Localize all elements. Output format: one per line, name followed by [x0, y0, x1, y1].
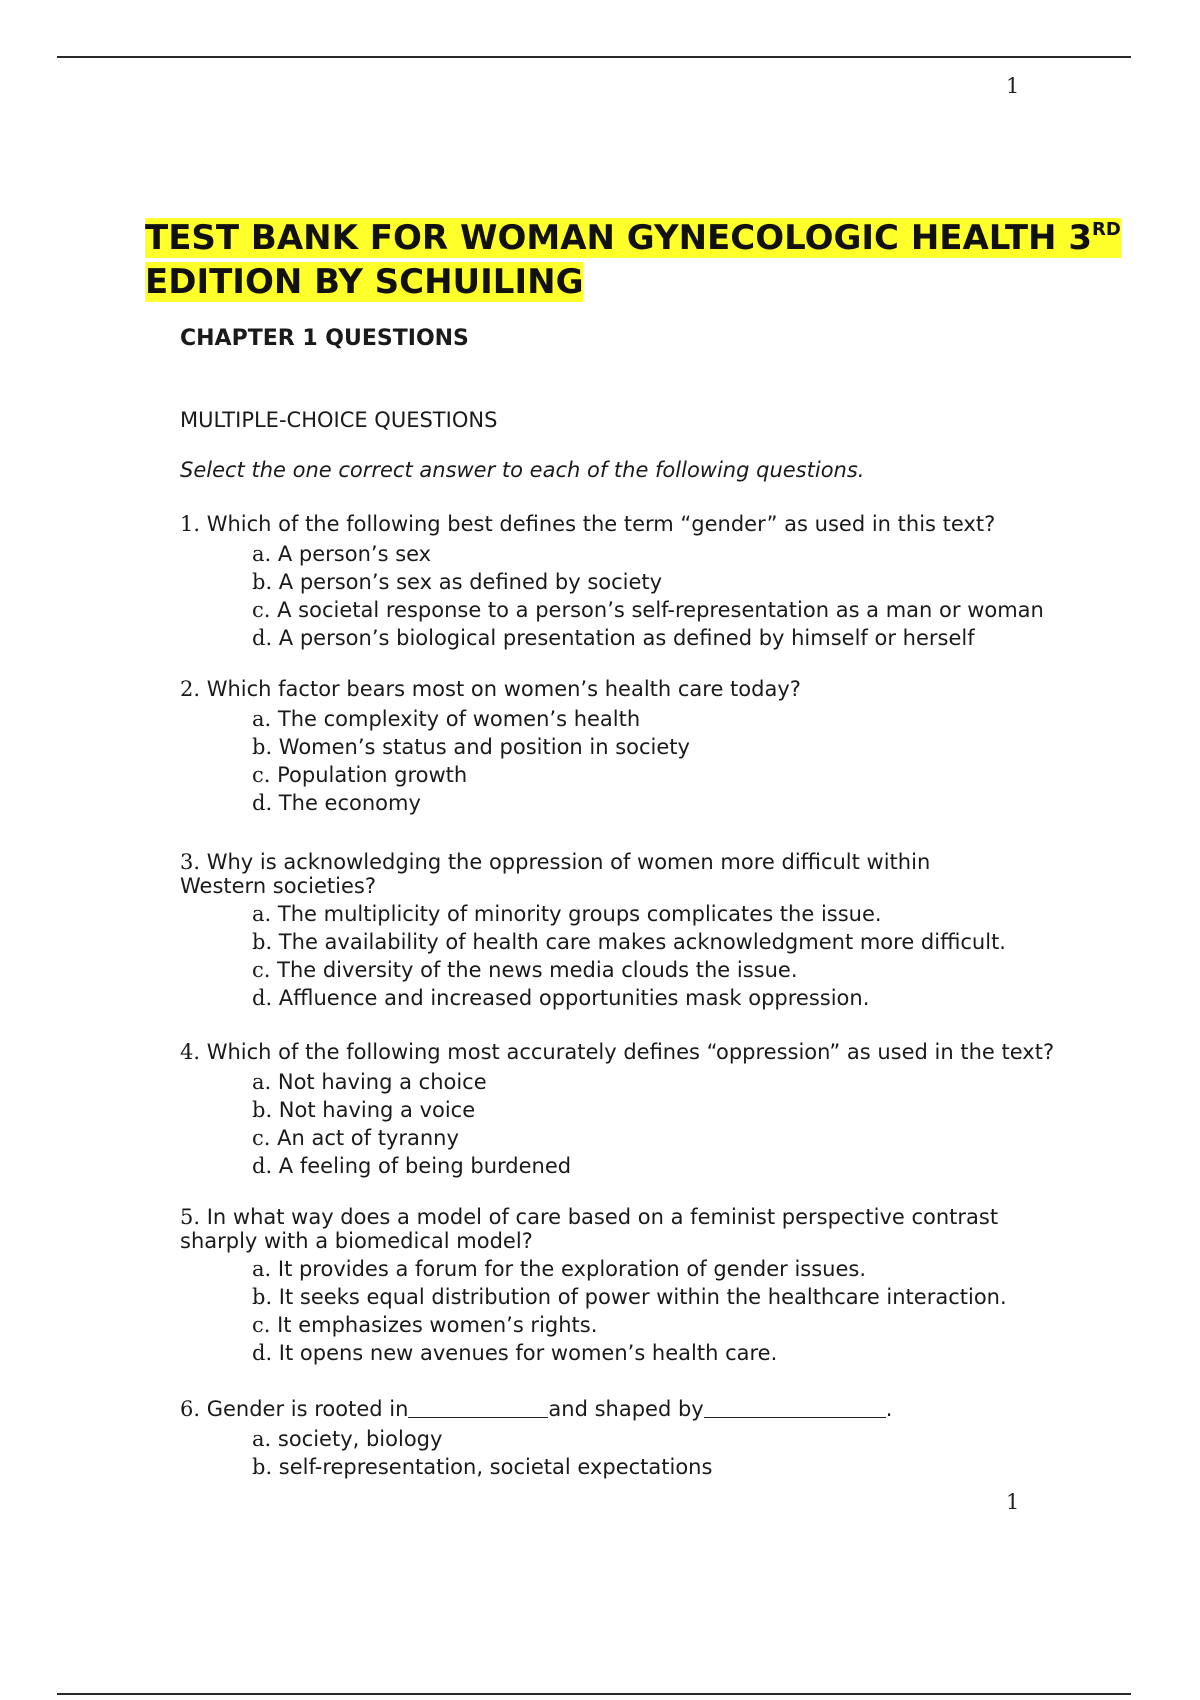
question-stem — [180, 677, 1140, 701]
option-text: Not having a choice — [271, 1070, 487, 1094]
option-list — [180, 1068, 1140, 1180]
option-letter: c. — [252, 958, 271, 982]
question-text-part-3: . — [885, 1397, 893, 1421]
answer-blank-2 — [704, 1399, 886, 1418]
option-text: A person’s biological presentation as defined by himself or herself — [272, 626, 975, 650]
option-a — [252, 705, 1140, 733]
option-list — [180, 1425, 1140, 1481]
option-letter: a. — [252, 902, 272, 926]
answer-blank-1 — [408, 1399, 548, 1418]
option-text: A person’s sex — [271, 542, 432, 566]
option-d — [252, 1152, 1140, 1180]
question-3 — [180, 850, 1140, 1012]
option-a — [252, 540, 1140, 568]
option-text: self-representation, societal expectations — [272, 1455, 713, 1479]
section-heading: MULTIPLE-CHOICE QUESTIONS — [180, 408, 498, 432]
option-a — [252, 1425, 1140, 1453]
option-b — [252, 1453, 1140, 1481]
option-letter: b. — [252, 1285, 273, 1309]
option-b — [252, 928, 1140, 956]
question-5 — [180, 1205, 1140, 1367]
question-stem — [180, 850, 1140, 874]
option-text: It provides a forum for the exploration of gender issues. — [271, 1257, 867, 1281]
option-b — [252, 1096, 1140, 1124]
instructions: Select the one correct answer to each of the following questions. — [180, 458, 865, 482]
option-d — [252, 984, 1140, 1012]
option-letter: c. — [252, 1313, 271, 1337]
question-stem — [180, 512, 1140, 536]
option-d — [252, 789, 1140, 817]
option-letter: a. — [252, 1257, 272, 1281]
option-b — [252, 568, 1140, 596]
option-c — [252, 761, 1140, 789]
title-line-1: TEST BANK FOR WOMAN GYNECOLOGIC HEALTH 3 — [145, 218, 1092, 258]
option-a — [252, 1255, 1140, 1283]
question-4 — [180, 1040, 1140, 1180]
question-text-part-1: Gender is rooted in — [200, 1397, 409, 1421]
option-text: The availability of health care makes acknowledgment more difficult. — [272, 930, 1006, 954]
option-c — [252, 956, 1140, 984]
option-letter: c. — [252, 763, 271, 787]
title-line-2: EDITION BY SCHUILING — [145, 262, 584, 302]
question-stem — [180, 1205, 1140, 1229]
header-rule — [57, 56, 1131, 58]
option-a — [252, 900, 1140, 928]
option-a — [252, 1068, 1140, 1096]
option-list — [180, 540, 1140, 652]
option-text: The complexity of women’s health — [271, 707, 641, 731]
option-letter: a. — [252, 542, 272, 566]
question-number: 2. — [180, 677, 201, 701]
question-text-part-2: and shaped by — [548, 1397, 704, 1421]
question-number: 1. — [180, 512, 201, 536]
question-text: Why is acknowledging the oppression of women more difficult within — [200, 850, 931, 874]
option-text: Population growth — [270, 763, 468, 787]
option-letter: d. — [252, 791, 273, 815]
question-text: In what way does a model of care based on a feminist perspective contrast — [200, 1205, 999, 1229]
option-letter: b. — [252, 1098, 273, 1122]
option-list — [180, 705, 1140, 817]
chapter-heading: CHAPTER 1 QUESTIONS — [180, 326, 469, 351]
title-superscript: RD — [1092, 219, 1121, 240]
question-number: 4. — [180, 1040, 201, 1064]
option-text: A societal response to a person’s self-representation as a man or woman — [270, 598, 1044, 622]
option-d — [252, 624, 1140, 652]
question-stem — [180, 1040, 1140, 1064]
question-number: 3. — [180, 850, 201, 874]
question-text: Which of the following best defines the term “gender” as used in this text? — [200, 512, 996, 536]
option-letter: b. — [252, 1455, 273, 1479]
option-text: A feeling of being burdened — [272, 1154, 572, 1178]
option-list — [180, 1255, 1140, 1367]
option-letter: d. — [252, 986, 273, 1010]
option-c — [252, 1124, 1140, 1152]
footer-rule — [57, 1693, 1131, 1695]
option-text: Women’s status and position in society — [272, 735, 690, 759]
option-d — [252, 1339, 1140, 1367]
option-text: It seeks equal distribution of power within the healthcare interaction. — [272, 1285, 1007, 1309]
option-text: society, biology — [271, 1427, 443, 1451]
question-2 — [180, 677, 1140, 817]
option-letter: b. — [252, 930, 273, 954]
option-b — [252, 1283, 1140, 1311]
option-letter: d. — [252, 1154, 273, 1178]
option-letter: a. — [252, 1070, 272, 1094]
option-b — [252, 733, 1140, 761]
option-text: The economy — [272, 791, 421, 815]
option-text: The diversity of the news media clouds the issue. — [270, 958, 798, 982]
page-number-top: 1 — [1006, 74, 1020, 98]
question-text: Which of the following most accurately defines “oppression” as used in the text? — [200, 1040, 1055, 1064]
option-list — [180, 900, 1140, 1012]
option-text: An act of tyranny — [270, 1126, 459, 1150]
page-number-bottom: 1 — [1006, 1490, 1020, 1514]
option-letter: c. — [252, 598, 271, 622]
question-number: 5. — [180, 1205, 201, 1229]
question-6 — [180, 1397, 1140, 1481]
option-letter: d. — [252, 1341, 273, 1365]
question-text-line-2: sharply with a biomedical model? — [180, 1229, 533, 1253]
question-text: Which factor bears most on women’s health care today? — [200, 677, 801, 701]
question-1 — [180, 512, 1140, 652]
option-text: A person’s sex as defined by society — [272, 570, 663, 594]
option-letter: a. — [252, 707, 272, 731]
option-text: It opens new avenues for women’s health care. — [272, 1341, 778, 1365]
option-text: Not having a voice — [272, 1098, 476, 1122]
document-title — [145, 216, 1195, 304]
option-letter: a. — [252, 1427, 272, 1451]
option-letter: b. — [252, 735, 273, 759]
option-c — [252, 596, 1140, 624]
option-text: The multiplicity of minority groups complicates the issue. — [271, 902, 882, 926]
option-text: It emphasizes women’s rights. — [270, 1313, 598, 1337]
option-letter: b. — [252, 570, 273, 594]
option-letter: d. — [252, 626, 273, 650]
question-text-line-2: Western societies? — [180, 874, 376, 898]
option-text: Affluence and increased opportunities mask oppression. — [272, 986, 870, 1010]
option-letter: c. — [252, 1126, 271, 1150]
question-number: 6. — [180, 1397, 201, 1421]
title-line-1-highlight — [145, 218, 1121, 258]
option-c — [252, 1311, 1140, 1339]
question-stem — [180, 1397, 1140, 1421]
